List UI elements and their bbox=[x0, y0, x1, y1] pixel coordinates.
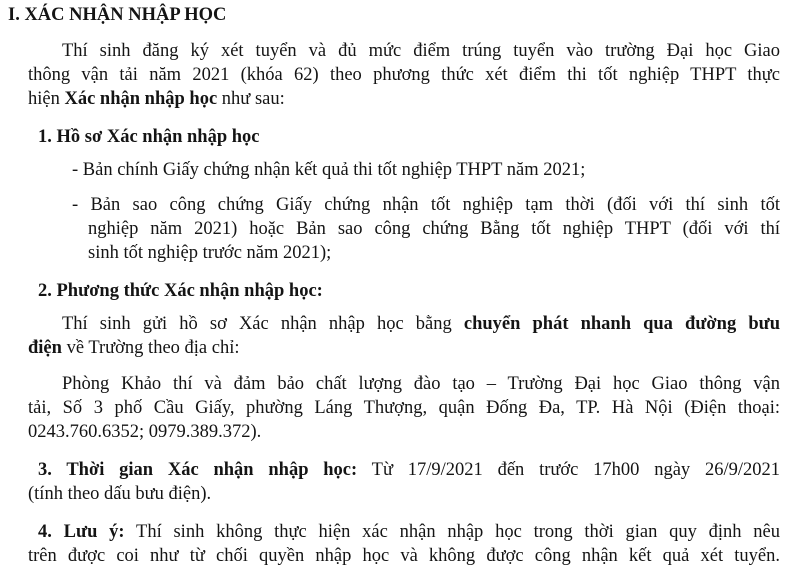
item4-line-2: trên được coi như từ chối quyền nhập học và không được công nhận kết quả xét tuyển. bbox=[28, 546, 780, 566]
item1-bullet-2-line-2: nghiệp năm 2021) hoặc Bản sao công chứng Bằng tốt nghiệp THPT (đối với thí bbox=[88, 219, 780, 239]
item2-para-1-line-2 bbox=[28, 337, 240, 359]
item1-bullet-2-line-1: - Bản sao công chứng Giấy chứng nhận tốt nghiệp tạm thời (đối với thí sinh tốt bbox=[72, 195, 780, 215]
item1-heading: 1. Hồ sơ Xác nhận nhập học bbox=[38, 127, 260, 147]
item2-para-1-line-2-bold: điện bbox=[28, 338, 62, 358]
item3-line-2: (tính theo dấu bưu điện). bbox=[28, 484, 212, 504]
item2-para-1-line-1 bbox=[62, 313, 780, 335]
intro-line-3-bold: Xác nhận nhập học bbox=[64, 89, 218, 109]
item2-para-1-prefix: Thí sinh gửi hồ sơ Xác nhận nhập học bằng bbox=[62, 314, 464, 334]
item2-para-2-line-3: 0243.760.6352; 0979.389.372). bbox=[28, 422, 262, 442]
intro-line-1: Thí sinh đăng ký xét tuyển và đủ mức điểm trúng tuyển vào trường Đại học Giao bbox=[62, 41, 780, 61]
item2-para-1-line-2-suffix: về Trường theo địa chỉ: bbox=[61, 338, 240, 358]
item3-heading: 3. Thời gian Xác nhận nhập học: bbox=[38, 460, 358, 480]
item4-line-1-suffix: Thí sinh không thực hiện xác nhận nhập học trong thời gian quy định nêu bbox=[124, 522, 781, 542]
item2-para-1-bold: chuyển phát nhanh qua đường bưu bbox=[463, 314, 780, 334]
intro-line-3-prefix: hiện bbox=[28, 89, 65, 109]
item2-heading: 2. Phương thức Xác nhận nhập học: bbox=[38, 281, 323, 301]
section-heading: I. XÁC NHẬN NHẬP HỌC bbox=[8, 5, 227, 25]
intro-line-2: thông vận tải năm 2021 (khóa 62) theo phương thức xét điểm thi tốt nghiệp THPT thực bbox=[28, 65, 780, 85]
item3-line-1-suffix: Từ 17/9/2021 đến trước 17h00 ngày 26/9/2021 bbox=[357, 460, 781, 480]
item2-para-2-line-1: Phòng Khảo thí và đảm bảo chất lượng đào tạo – Trường Đại học Giao thông vận bbox=[62, 374, 780, 394]
item4-heading: 4. Lưu ý: bbox=[38, 522, 125, 542]
intro-line-3 bbox=[28, 88, 285, 110]
item1-bullet-2-line-3: sinh tốt nghiệp trước năm 2021); bbox=[88, 243, 332, 263]
item4-line-1 bbox=[38, 521, 780, 543]
intro-line-3-suffix: như sau: bbox=[217, 89, 285, 109]
item1-bullet-1: - Bản chính Giấy chứng nhận kết quả thi tốt nghiệp THPT năm 2021; bbox=[72, 160, 586, 180]
item3-line-1 bbox=[38, 459, 780, 481]
item2-para-2-line-2: tải, Số 3 phố Cầu Giấy, phường Láng Thượng, quận Đống Đa, TP. Hà Nội (Điện thoại: bbox=[28, 398, 780, 418]
